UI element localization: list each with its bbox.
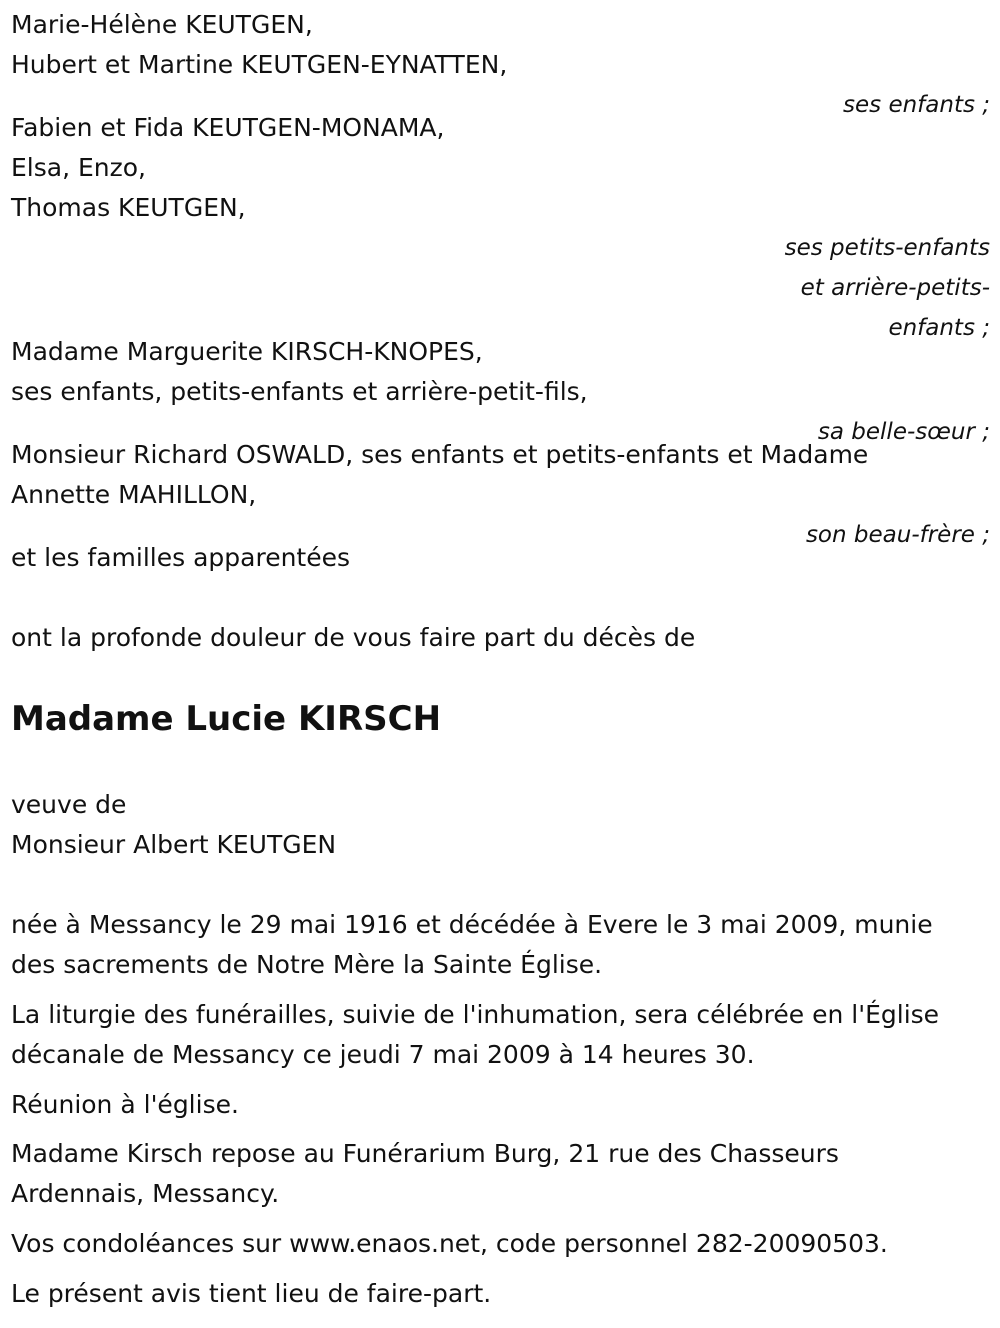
funeral-home-paragraph — [11, 1134, 990, 1214]
families-section — [11, 538, 990, 578]
liturgy-paragraph — [11, 995, 990, 1075]
children-section — [11, 5, 990, 125]
grandchildren-line: Fabien et Fida KEUTGEN-MONAMA, — [11, 113, 445, 142]
families-line: et les familles apparentées — [11, 543, 351, 572]
grandchildren-line: Elsa, Enzo, — [11, 153, 146, 182]
grandchildren-section — [11, 108, 990, 348]
deceased-name: Madame Lucie KIRSCH — [11, 699, 442, 739]
grandchildren-role-line: et arrière-petits- — [800, 275, 990, 301]
liturgy-line: La liturgie des funérailles, suivie de l'inhumation, sera célébrée en l'Église — [11, 1000, 940, 1029]
brother-in-law-line: Annette MAHILLON, — [11, 480, 257, 509]
sister-in-law-line: Madame Marguerite KIRSCH-KNOPES, — [11, 337, 483, 366]
birth-line: née à Messancy le 29 mai 1916 et décédée à Evere le 3 mai 2009, munie — [11, 910, 933, 939]
brother-in-law-section — [11, 435, 990, 555]
birth-line: des sacrements de Notre Mère la Sainte Église. — [11, 950, 603, 979]
birth-paragraph — [11, 905, 990, 985]
widow-section — [11, 785, 990, 865]
grandchildren-line: Thomas KEUTGEN, — [11, 193, 246, 222]
meeting-paragraph — [11, 1085, 990, 1125]
condolences-paragraph — [11, 1224, 990, 1264]
grandchildren-role-line: ses petits-enfants — [784, 235, 990, 261]
brother-in-law-line: Monsieur Richard OSWALD, ses enfants et petits-enfants et Madame — [11, 440, 869, 469]
notice-paragraph — [11, 1274, 990, 1314]
announcement-section — [11, 618, 990, 658]
children-role: ses enfants ; — [843, 92, 990, 118]
sister-in-law-role: sa belle-sœur ; — [817, 419, 990, 445]
funeral-home-line: Ardennais, Messancy. — [11, 1179, 280, 1208]
announcement-line: ont la profonde douleur de vous faire part du décès de — [11, 623, 696, 652]
brother-in-law-role: son beau-frère ; — [805, 522, 990, 548]
liturgy-line: décanale de Messancy ce jeudi 7 mai 2009 à 14 heures 30. — [11, 1040, 755, 1069]
meeting-line: Réunion à l'église. — [11, 1090, 239, 1119]
children-line: Hubert et Martine KEUTGEN-EYNATTEN, — [11, 50, 508, 79]
grandchildren-role-line: enfants ; — [888, 315, 990, 341]
notice-line: Le présent avis tient lieu de faire-part. — [11, 1279, 492, 1308]
sister-in-law-section — [11, 332, 990, 452]
sister-in-law-line: ses enfants, petits-enfants et arrière-petit-fils, — [11, 377, 588, 406]
condolences-line: Vos condoléances sur www.enaos.net, code personnel 282-20090503. — [11, 1229, 888, 1258]
children-line: Marie-Hélène KEUTGEN, — [11, 10, 313, 39]
widow-line: Monsieur Albert KEUTGEN — [11, 830, 337, 859]
widow-line: veuve de — [11, 790, 127, 819]
funeral-home-line: Madame Kirsch repose au Funérarium Burg, 21 rue des Chasseurs — [11, 1139, 839, 1168]
